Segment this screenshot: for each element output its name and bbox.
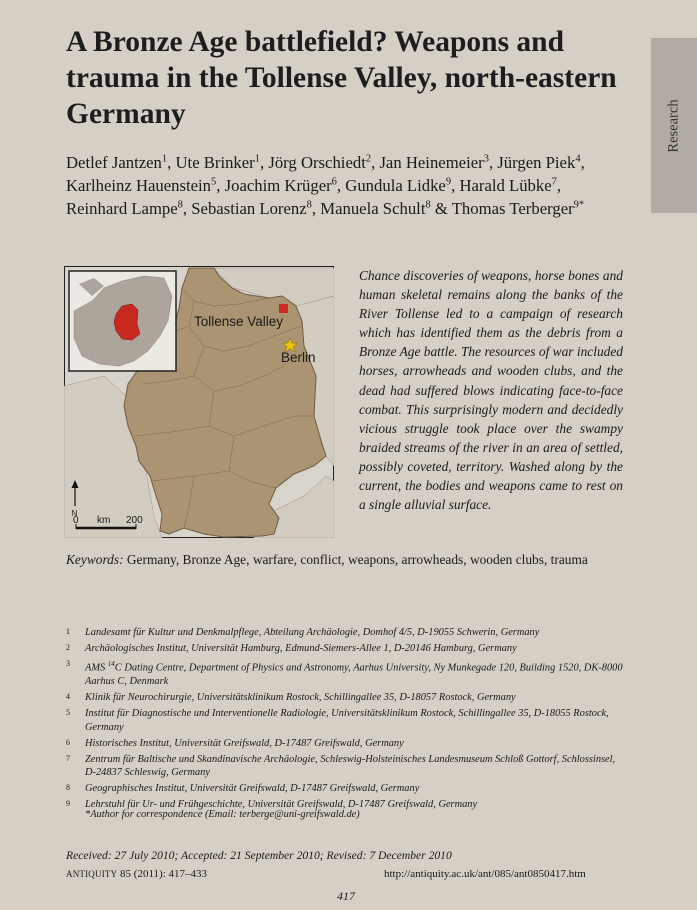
abstract: Chance discoveries of weapons, horse bones and human skeletal remains along the banks of the River Tollense led to a campaign of research which has identified them as the debris from a Bronze Age battle. The resources of war included horses, arrowheads and wooden clubs, and the dead had suffered blows indicating face-to-face combat. This surprisingly modern and decidedly vicious struggle took place over the swampy braided streams of the river in an area of settled, possibly coveted, territory. Washed along by the current, the bodies and weapons came to rest on a single alluvial surface. bbox=[359, 268, 623, 513]
author-affiliation-mark: 7 bbox=[551, 176, 557, 188]
author-name: Jörg Orschiedt$^2$ bbox=[268, 153, 372, 172]
affiliation-number: 1 bbox=[66, 627, 70, 636]
author-affiliation-mark: 9* bbox=[573, 199, 585, 211]
affiliation-text: C Dating Centre, Department of Physics and Astronomy, Aarhus University, Ny Munkegade 120, Building 1520, DK-8000 Aarhus C, Denmark bbox=[85, 662, 623, 688]
affiliation-text: Historisches Institut, Universität Greifswald, D-17487 Greifswald, Germany bbox=[85, 737, 404, 749]
site-label: Tollense Valley bbox=[194, 314, 284, 329]
article-title: A Bronze Age battlefield? Weapons and trauma in the Tollense Valley, north-eastern Germany bbox=[66, 26, 617, 130]
author-affiliation-mark: 4 bbox=[575, 153, 581, 165]
affiliation-text: Lehrstuhl für Ur- und Frühgeschichte, Universität Greifswald, D-17487 Greifswald, Germany bbox=[85, 799, 478, 811]
affiliation-number: 4 bbox=[66, 692, 70, 702]
affiliation-item bbox=[66, 737, 628, 751]
author-affiliation-mark: 8 bbox=[177, 199, 183, 211]
site-marker bbox=[279, 304, 288, 313]
article-url[interactable]: http://antiquity.ac.uk/ant/085/ant0850417.htm bbox=[384, 868, 586, 880]
author-name: Harald Lübke$^7$ bbox=[459, 176, 557, 195]
affiliation-text: Institut für Diagnostische und Interventionelle Radiologie, Universitätsklinikum Rostock, Schillingallee 35, D-18055 Rostock, Germany bbox=[85, 708, 609, 733]
affiliation-number: 3 bbox=[66, 658, 70, 668]
author-affiliation-mark: 5 bbox=[211, 176, 217, 188]
affiliation-number: 9 bbox=[66, 799, 70, 809]
author-name: Sebastian Lorenz$^8$ bbox=[191, 199, 312, 218]
affiliation-item bbox=[66, 626, 628, 640]
affiliation-number: 8 bbox=[66, 783, 70, 793]
affiliation-number: 6 bbox=[66, 737, 70, 747]
affiliation-list bbox=[66, 626, 628, 814]
keywords-label: Keywords: bbox=[66, 552, 124, 567]
affiliation-number: 7 bbox=[66, 753, 70, 763]
affiliation-text: Archäologisches Institut, Universität Hamburg, Edmund-Siemers-Allee 1, D-20146 Hamburg, Germany bbox=[85, 642, 517, 654]
author-name: Detlef Jantzen$^1$ bbox=[66, 153, 168, 172]
affiliation-item bbox=[66, 782, 628, 796]
affiliation-item bbox=[66, 642, 628, 656]
author-affiliation-mark: 9 bbox=[445, 176, 452, 188]
affiliation-text: Zentrum für Baltische und Skandinavische Archäologie, Schleswig-Holsteinisches Landesmuseum Schloß Gottorf, Schlossinsel, D-24837 Schleswig, Germany bbox=[85, 753, 616, 779]
city-label: Berlin bbox=[281, 350, 316, 365]
location-map bbox=[64, 266, 334, 538]
affiliation-number: 5 bbox=[66, 708, 70, 717]
author-affiliation-mark: 1 bbox=[254, 153, 260, 165]
author-affiliation-mark: 8 bbox=[306, 199, 312, 211]
affiliation-item bbox=[66, 753, 628, 780]
author-affiliation-mark: 6 bbox=[331, 176, 337, 188]
affiliation-item bbox=[66, 707, 628, 734]
author-name: Joachim Krüger$^6$ bbox=[224, 176, 337, 195]
author-affiliation-mark: 2 bbox=[365, 153, 372, 165]
journal-volume: 85 (2011): 417–433 bbox=[120, 868, 208, 880]
author-name: Gundula Lidke$^9$ bbox=[345, 176, 452, 195]
author-name: Karlheinz Hauenstein$^5$ bbox=[66, 176, 217, 195]
keywords-text: Germany, Bronze Age, warfare, conflict, weapons, arrowheads, wooden clubs, trauma bbox=[126, 552, 588, 567]
author-name: Jan Heinemeier$^3$ bbox=[379, 153, 489, 172]
author-affiliation-mark: 3 bbox=[483, 153, 489, 165]
received-dates: Received: 27 July 2010; Accepted: 21 September 2010; Revised: 7 December 2010 bbox=[66, 849, 452, 862]
correspondence-note: *Author for correspondence (Email: terberge@uni-greifswald.de) bbox=[85, 809, 360, 820]
affiliation-text: Landesamt für Kultur und Denkmalpflege, Abteilung Archäologie, Domhof 4/5, D-19055 Schwerin, Germany bbox=[85, 627, 540, 638]
north-label: N bbox=[71, 509, 78, 518]
author-affiliation-mark: 8 bbox=[425, 199, 431, 211]
scale-unit: km bbox=[97, 515, 111, 526]
affiliation-text: Klinik für Neurochirurgie, Universitätsklinikum Rostock, Schillingallee 35, D-18057 Rostock, Germany bbox=[85, 692, 516, 704]
affiliation-text: Geographisches Institut, Universität Greifswald, D-17487 Greifswald, Germany bbox=[85, 783, 420, 795]
affiliation-item: 3 AMS $^{14}$C Dating Centre, Department of Physics and Astronomy, Aarhus University, Ny Munkegade 120, Building 1520, DK-8000 Aarhus C, Denmark bbox=[66, 658, 623, 688]
section-tab bbox=[651, 38, 697, 213]
author-name: Jürgen Piek$^4$ bbox=[497, 153, 581, 172]
section-tab-label: Research bbox=[665, 98, 682, 153]
author-name: Manuela Schult$^8$ bbox=[320, 199, 431, 218]
journal-name: ANTIQUITY bbox=[66, 869, 118, 879]
page-number: 417 bbox=[337, 889, 355, 903]
europe-inset bbox=[69, 271, 176, 371]
scale-max: 200 bbox=[126, 515, 143, 526]
affiliation-item bbox=[66, 691, 628, 705]
author-name: Thomas Terberger$^{9*}$ bbox=[451, 199, 585, 218]
author-affiliation-mark: 1 bbox=[161, 153, 168, 165]
author-name: Ute Brinker$^1$ bbox=[175, 153, 260, 172]
affiliation-number: 2 bbox=[66, 642, 70, 652]
journal-citation bbox=[66, 868, 207, 880]
keywords bbox=[66, 550, 626, 569]
author-list: Detlef Jantzen$^1$, Ute Brinker$^1$, Jörg Orschiedt$^2$, Jan Heinemeier$^3$, Jürgen Piek$^4$, Karlheinz Hauenstein$^5$, Joachim Krüger$^6$, Gundula Lidke$^9$, Harald Lübke$^7$, Reinhard Lampe$^8$, Sebastian Lorenz$^8$, Manuela Schult$^8$ & Thomas Terberger$^{9*}$ bbox=[66, 153, 585, 218]
author-name: Reinhard Lampe$^8$ bbox=[66, 199, 183, 218]
scale-zero: 0 bbox=[73, 515, 79, 526]
